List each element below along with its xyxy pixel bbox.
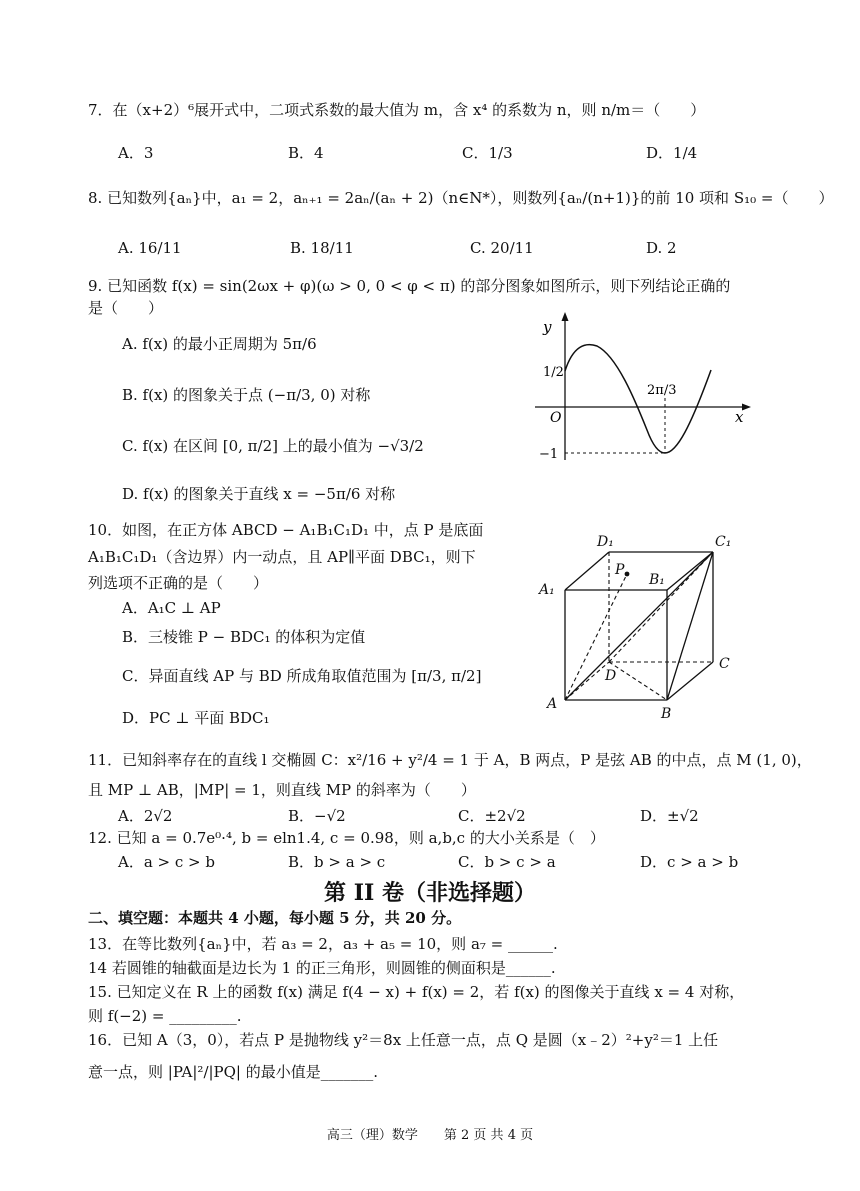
page-footer: 高三（理）数学 第 2 页 共 4 页 (326, 1128, 534, 1143)
q10-option-c: C．异面直线 AP 与 BD 所成角取值范围为 [π/3, π/2] (122, 667, 482, 685)
q9-option-d: D. f(x) 的图象关于直线 x = −5π/6 对称 (122, 485, 396, 503)
q9-sine-graph (525, 310, 755, 470)
graph-tick-half: 1/2 (543, 365, 564, 380)
q15-text-cont: 则 f(−2) = _________. (88, 1007, 242, 1025)
label-a: A (547, 696, 558, 712)
q12-option-b: B．b > a > c (288, 853, 386, 871)
q7-stem: 7．在（x+2）⁶展开式中，二项式系数的最大值为 m，含 x⁴ 的系数为 n，则 n/m＝（ ） (88, 101, 706, 119)
q11-stem: 11．已知斜率存在的直线 l 交椭圆 C：x²/16 + y²/4 = 1 于 A，B 两点，P 是弦 AB 的中点，点 M (1, 0)， (88, 751, 812, 769)
q9-option-a: A. f(x) 的最小正周期为 5π/6 (122, 335, 317, 353)
q10-stem: 10．如图，在正方体 ABCD − A₁B₁C₁D₁ 中，点 P 是底面 (88, 521, 484, 539)
graph-tick-neg-one: −1 (539, 447, 559, 462)
graph-tick-2pi3: 2π/3 (647, 383, 677, 398)
label-d: D (605, 668, 617, 684)
q12-option-c: C．b > c > a (458, 853, 556, 871)
q14-text: 14 若圆锥的轴截面是边长为 1 的正三角形，则圆锥的侧面积是______. (88, 959, 556, 977)
y-axis-arrow (562, 312, 569, 321)
q10-stem-cont: A₁B₁C₁D₁（含边界）内一动点，且 AP∥平面 DBC₁，则下 (88, 548, 476, 566)
label-p: P (615, 562, 625, 578)
q10-option-a: A．A₁C ⊥ AP (122, 599, 221, 617)
q11-option-c: C．±2√2 (458, 807, 526, 825)
q12-stem: 12. 已知 a = 0.7e⁰·⁴, b = eln1.4, c = 0.98，则 a,b,c 的大小关系是（ ） (88, 829, 605, 847)
q10-option-d: D．PC ⊥ 平面 BDC₁ (122, 709, 270, 727)
q9-stem: 9. 已知函数 f(x) = sin(2ωx + φ)(ω > 0, 0 < φ < π) 的部分图象如图所示，则下列结论正确的 (88, 277, 731, 295)
q7-option-a: A．3 (118, 144, 154, 162)
label-c1: C₁ (715, 534, 732, 550)
q16-text-cont: 意一点，则 |PA|²/|PQ| 的最小值是_______. (88, 1063, 379, 1081)
q10-cube-figure (535, 530, 745, 725)
graph-x-label: x (735, 408, 744, 426)
q9-option-c: C. f(x) 在区间 [0, π/2] 上的最小值为 −√3/2 (122, 437, 424, 455)
q10-option-b: B．三棱锥 P − BDC₁ 的体积为定值 (122, 628, 366, 646)
q7-option-c: C．1/3 (462, 144, 513, 162)
label-b: B (661, 706, 672, 722)
q11-option-d: D．±√2 (640, 807, 699, 825)
q15-text: 15. 已知定义在 R 上的函数 f(x) 满足 f(4 − x) + f(x) = 2，若 f(x) 的图像关于直线 x = 4 对称， (88, 983, 745, 1001)
label-c: C (719, 656, 730, 672)
q8-option-b: B. 18/11 (290, 239, 354, 257)
q9-stem-cont: 是（ ） (88, 299, 164, 317)
graph-y-label: y (543, 318, 552, 336)
fill-in-header: 二、填空题：本题共 4 小题，每小题 5 分，共 20 分。 (88, 909, 462, 927)
q12-option-a: A．a > c > b (118, 853, 215, 871)
q11-option-b: B．−√2 (288, 807, 346, 825)
q11-option-a: A．2√2 (118, 807, 173, 825)
graph-origin: O (550, 410, 562, 426)
q8-stem: 8. 已知数列{aₙ}中，a₁ = 2，aₙ₊₁ = 2aₙ/(aₙ + 2)（n∈N*），则数列{aₙ/(n+1)}的前 10 项和 S₁₀ =（ ） (88, 189, 834, 207)
q10-stem-cont2: 列选项不正确的是（ ） (88, 574, 269, 592)
q8-option-a: A. 16/11 (118, 239, 182, 257)
sine-curve (565, 345, 711, 453)
section-title: 第 II 卷（非选择题） (324, 880, 536, 906)
q7-option-b: B．4 (288, 144, 324, 162)
label-d1: D₁ (597, 534, 614, 550)
q13-text: 13．在等比数列{aₙ}中，若 a₃ = 2，a₃ + a₅ = 10，则 a₇ = ______. (88, 935, 558, 953)
q8-option-c: C. 20/11 (470, 239, 534, 257)
q8-option-d: D. 2 (646, 239, 677, 257)
q9-option-b: B. f(x) 的图象关于点 (−π/3, 0) 对称 (122, 386, 371, 404)
point-p-dot (625, 572, 630, 577)
q16-text: 16．已知 A（3，0），若点 P 是抛物线 y²＝8x 上任意一点，点 Q 是圆（x﹣2）²+y²＝1 上任 (88, 1031, 719, 1049)
q11-stem-cont: 且 MP ⊥ AB，|MP| = 1，则直线 MP 的斜率为（ ） (88, 781, 476, 799)
q12-option-d: D．c > a > b (640, 853, 739, 871)
q7-option-d: D．1/4 (646, 144, 698, 162)
label-b1: B₁ (649, 572, 665, 588)
label-a1: A₁ (539, 582, 555, 598)
